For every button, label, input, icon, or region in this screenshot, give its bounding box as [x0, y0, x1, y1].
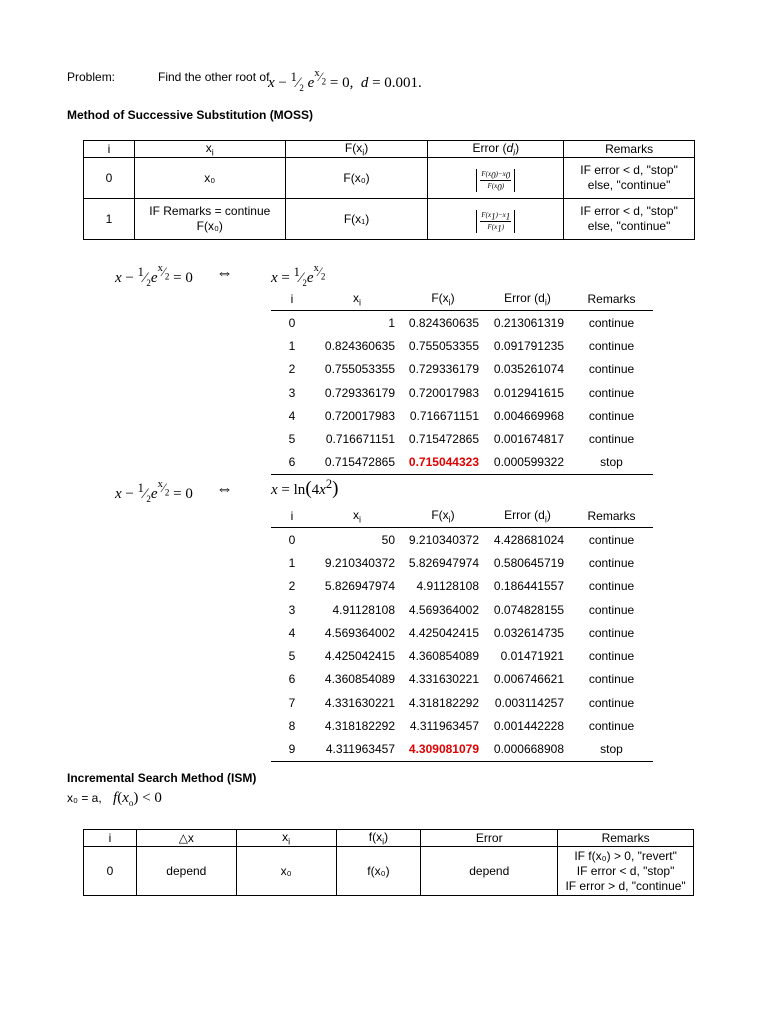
table-row	[271, 691, 653, 714]
cell-i: 5	[288, 432, 296, 447]
header-xi: $x_i$	[313, 288, 401, 311]
cell-x: 0.755053355	[324, 362, 395, 377]
table-row	[271, 621, 653, 644]
header-fxi: $f(x_i)$	[336, 830, 421, 847]
cell-i: 9	[271, 738, 313, 762]
table-row	[271, 551, 653, 574]
header-remarks: Remarks	[558, 830, 694, 847]
cell-error: 0.003114257	[494, 695, 564, 710]
cell-x: 50	[381, 532, 395, 547]
cell-error: depend	[421, 847, 558, 896]
cell-i: 1	[84, 199, 135, 240]
cell-f: 4.360854089	[408, 649, 479, 664]
case1-table-body	[271, 311, 653, 475]
remark-line: IF error > d, "continue"	[565, 878, 686, 893]
x-line: F(x₀)	[196, 219, 223, 234]
header-i: i	[84, 830, 137, 847]
header-fxi: $F(x_i)$	[401, 288, 485, 311]
cell-x: 4.331630221	[324, 695, 395, 710]
case1-header-row	[271, 288, 653, 311]
cell-f: F(x₁)	[285, 199, 428, 240]
remark-line: IF error < d, "stop"	[580, 204, 678, 219]
cell-error: 0.580645719	[493, 555, 564, 570]
problem-task: Find the other root of	[158, 70, 270, 84]
x-line: IF Remarks = continue	[149, 204, 271, 219]
cell-i: 1	[288, 555, 296, 570]
cell-f: 4.309081079	[401, 738, 485, 762]
cell-i: 6	[288, 672, 296, 687]
cell-remarks: continue	[588, 532, 635, 547]
cell-f: 0.715044323	[401, 451, 485, 475]
problem-equation: $x - ^1⁄_2$ $e^{^x⁄_2} = 0$, d = 0.001.	[268, 68, 422, 94]
cell-x: 0.729336179	[324, 385, 395, 400]
cell-f: 0.716671151	[409, 408, 479, 423]
table-row	[271, 381, 653, 404]
cell-x	[134, 199, 285, 240]
cell-x: 4.425042415	[324, 649, 395, 664]
table-row	[271, 714, 653, 737]
cell-remarks: continue	[588, 338, 635, 353]
cell-error: 0.004669968	[493, 408, 564, 423]
cell-x: 4.318182292	[324, 719, 395, 734]
table-row	[271, 451, 653, 475]
cell-i: 6	[271, 451, 313, 475]
remark-line: IF f(x₀) > 0, "revert"	[574, 848, 677, 863]
case2-lhs-equation: $x - ^1⁄_2e^{^x⁄_2} = 0$	[115, 479, 193, 505]
cell-error: 0.186441557	[493, 579, 564, 594]
cell-x: 0.716671151	[325, 432, 395, 447]
cell-x: 1	[388, 315, 395, 330]
header-xi: $x_i$	[134, 141, 285, 158]
cell-f: 0.729336179	[408, 362, 479, 377]
cell-f: 4.91128108	[416, 579, 479, 594]
cell-error: 0.01471921	[500, 649, 564, 664]
table-row	[271, 668, 653, 691]
case2-iteration-table	[271, 505, 653, 762]
cell-x: 0.715472865	[313, 451, 401, 475]
header-i: i	[84, 141, 135, 158]
case2-header-row	[271, 505, 653, 528]
problem-label: Problem:	[67, 70, 116, 84]
cell-f: 0.824360635	[408, 315, 479, 330]
cell-remarks	[558, 847, 694, 896]
equivalence-arrow: ⇔	[216, 263, 233, 282]
remark-line: else, "continue"	[587, 178, 671, 193]
header-fxi: $F(x_i)$	[285, 141, 428, 158]
cell-remarks: stop	[570, 738, 653, 762]
cell-remarks: continue	[588, 602, 635, 617]
cell-remarks: continue	[588, 625, 635, 640]
ism-condition-prefix: x₀ = a,	[67, 791, 102, 805]
header-i: i	[271, 505, 313, 528]
cell-i: 0	[84, 847, 137, 896]
case1-lhs-equation: $x - ^1⁄_2e^{^x⁄_2} = 0$	[115, 263, 193, 289]
header-i: i	[271, 288, 313, 311]
cell-error: 0.001674817	[493, 432, 564, 447]
moss-row-0	[84, 158, 695, 199]
remark-line: else, "continue"	[587, 219, 671, 234]
cell-x: 5.826947974	[324, 579, 395, 594]
cell-i: 5	[288, 649, 296, 664]
moss-row-1	[84, 199, 695, 240]
cell-x: x₀	[236, 847, 336, 896]
remark-line: IF error < d, "stop"	[580, 163, 678, 178]
cell-error: 0.012941615	[493, 385, 564, 400]
table-row	[271, 575, 653, 598]
table-row	[271, 311, 653, 335]
case1-rhs-equation: $x = ^1⁄_2e^{^x⁄_2}$	[271, 263, 326, 289]
ism-row-0	[84, 847, 694, 896]
remark-line: IF error < d, "stop"	[576, 863, 675, 878]
case1-iteration-table	[271, 288, 653, 475]
ism-title: Incremental Search Method (ISM)	[67, 771, 257, 785]
table-row	[271, 427, 653, 450]
cell-f: 0.715472865	[408, 432, 479, 447]
cell-i: 3	[288, 602, 296, 617]
cell-x: 9.210340372	[324, 555, 395, 570]
cell-i: 2	[288, 579, 296, 594]
cell-remarks: continue	[588, 695, 635, 710]
header-remarks: Remarks	[570, 288, 653, 311]
cell-f: 4.569364002	[408, 602, 479, 617]
cell-remarks: continue	[588, 315, 635, 330]
cell-i: 3	[288, 385, 296, 400]
table-row	[271, 738, 653, 762]
cell-error: 0.000668908	[485, 738, 570, 762]
cell-i: 2	[288, 362, 296, 377]
cell-error: 0.074828155	[493, 602, 564, 617]
cell-error: 0.001442228	[493, 719, 564, 734]
cell-x: 4.569364002	[324, 625, 395, 640]
ism-condition	[67, 790, 162, 808]
header-error: Error $(d_i)$	[485, 505, 570, 528]
cell-x: 4.311963457	[313, 738, 401, 762]
cell-f: 9.210340372	[408, 532, 479, 547]
header-delta-x: △x	[136, 830, 236, 847]
cell-remarks: continue	[588, 432, 635, 447]
problem-statement	[67, 68, 422, 94]
table-row	[271, 334, 653, 357]
cell-i: 0	[84, 158, 135, 199]
cell-i: 7	[288, 695, 296, 710]
moss-header-row	[84, 141, 695, 158]
cell-f: 4.425042415	[408, 625, 479, 640]
cell-remarks: continue	[588, 408, 635, 423]
header-error: Error	[421, 830, 558, 847]
moss-title: Method of Successive Substitution (MOSS)	[67, 108, 314, 122]
cell-x: x₀	[134, 158, 285, 199]
cell-f: F(x₀)	[285, 158, 428, 199]
moss-definition-table	[83, 140, 695, 240]
header-error: Error $(d_i)$	[485, 288, 570, 311]
cell-error: 0.091791235	[493, 338, 564, 353]
cell-f: 0.720017983	[408, 385, 479, 400]
cell-remarks: continue	[588, 385, 635, 400]
header-fxi: $F(x_i)$	[401, 505, 485, 528]
cell-remarks: continue	[588, 649, 635, 664]
cell-error: 0.213061319	[493, 315, 564, 330]
cell-f: f(x₀)	[336, 847, 421, 896]
header-remarks: Remarks	[564, 141, 695, 158]
cell-f: 4.311963457	[409, 719, 479, 734]
cell-remarks: continue	[588, 719, 635, 734]
cell-x: 4.360854089	[324, 672, 395, 687]
table-row	[271, 528, 653, 552]
cell-error: 0.035261074	[493, 362, 564, 377]
cell-remarks	[564, 199, 695, 240]
table-row	[271, 598, 653, 621]
cell-i: 1	[288, 338, 296, 353]
cell-i: 4	[288, 408, 296, 423]
header-xi: $x_i$	[236, 830, 336, 847]
cell-error-formula: $\frac{F(x_0)-x_0}{F(x_0)}$	[428, 158, 564, 199]
cell-dx: depend	[136, 847, 236, 896]
cell-error: 0.000599322	[485, 451, 570, 475]
cell-x: 0.720017983	[324, 408, 395, 423]
cell-error: 0.006746621	[493, 672, 564, 687]
table-row	[271, 404, 653, 427]
cell-i: 0	[288, 315, 296, 330]
cell-remarks: continue	[588, 362, 635, 377]
cell-f: 0.755053355	[408, 338, 479, 353]
cell-error: 0.032614735	[493, 625, 564, 640]
header-remarks: Remarks	[570, 505, 653, 528]
equivalence-arrow: ⇔	[216, 479, 233, 498]
cell-remarks: continue	[588, 672, 635, 687]
cell-f: 5.826947974	[408, 555, 479, 570]
ism-definition-table	[83, 829, 694, 896]
cell-remarks: continue	[588, 579, 635, 594]
cell-i: 0	[288, 532, 296, 547]
ism-header-row	[84, 830, 694, 847]
cell-remarks	[564, 158, 695, 199]
cell-i: 8	[288, 719, 296, 734]
ism-condition-formula: $f(x_o) < 0$	[113, 790, 162, 808]
header-xi: $x_i$	[313, 505, 401, 528]
cell-x: 4.91128108	[332, 602, 395, 617]
cell-f: 4.318182292	[408, 695, 479, 710]
table-row	[271, 644, 653, 667]
header-error: Error $(d_i)$	[428, 141, 564, 158]
cell-remarks: stop	[570, 451, 653, 475]
cell-error-formula: $\frac{F(x_1)-x_1}{F(x_1)}$	[428, 199, 564, 240]
case2-rhs-equation: $x = \ln(4x^2)$	[271, 477, 339, 499]
cell-f: 4.331630221	[408, 672, 479, 687]
cell-x: 0.824360635	[324, 338, 395, 353]
table-row	[271, 358, 653, 381]
cell-remarks: continue	[588, 555, 635, 570]
case2-table-body	[271, 528, 653, 762]
cell-error: 4.428681024	[493, 532, 564, 547]
cell-i: 4	[288, 625, 296, 640]
